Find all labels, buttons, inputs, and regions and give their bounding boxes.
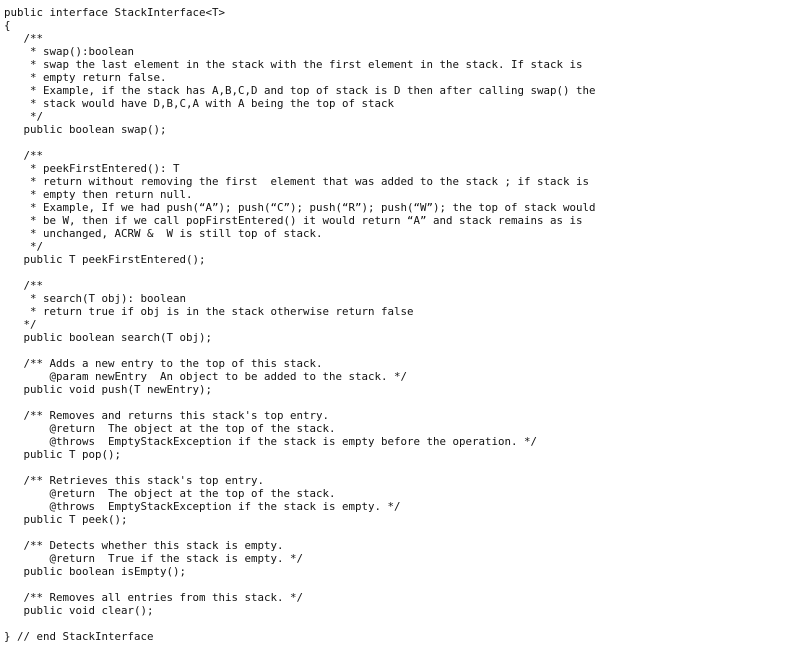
code-line: * swap the last element in the stack with the first element in the stack. If stack is [4,58,583,71]
code-line: @throws EmptyStackException if the stack is empty before the operation. */ [4,435,538,448]
code-line: } // end StackInterface [4,630,154,643]
code-line: public T peek(); [4,513,128,526]
code-line: /** Detects whether this stack is empty. [4,539,284,552]
code-line: * be W, then if we call popFirstEntered() it would return “A” and stack remains as is [4,214,583,227]
code-line [4,461,596,474]
code-line: public void clear(); [4,604,154,617]
code-line: public boolean swap(); [4,123,167,136]
code-line: /** Retrieves this stack's top entry. [4,474,265,487]
code-line: * unchanged, ACRW & W is still top of stack. [4,227,323,240]
code-line: * search(T obj): boolean [4,292,187,305]
code-line [4,344,596,357]
code-line [4,266,596,279]
code-line: * swap():boolean [4,45,135,58]
code-line: @return True if the stack is empty. */ [4,552,304,565]
code-line: public boolean isEmpty(); [4,565,187,578]
code-line: @return The object at the top of the stack. [4,422,336,435]
code-line: /** Removes and returns this stack's top entry. [4,409,330,422]
code-line: @throws EmptyStackException if the stack is empty. */ [4,500,401,513]
code-line: /** [4,279,44,292]
code-line [4,136,596,149]
code-line: * Example, If we had push(“A”); push(“C”); push(“R”); push(“W”); the top of stack would [4,201,596,214]
code-line: * return without removing the first element that was added to the stack ; if stack is [4,175,590,188]
code-line: /** [4,149,44,162]
code-line: * stack would have D,B,C,A with A being the top of stack [4,97,395,110]
code-line: * return true if obj is in the stack otherwise return false [4,305,414,318]
code-line: /** [4,32,44,45]
code-line: */ [4,318,37,331]
code-listing [4,6,596,643]
code-line: * peekFirstEntered(): T [4,162,180,175]
code-line: public void push(T newEntry); [4,383,213,396]
code-line: public boolean search(T obj); [4,331,213,344]
code-line: public T pop(); [4,448,122,461]
code-line [4,526,596,539]
code-line: @return The object at the top of the stack. [4,487,336,500]
code-line: * empty return false. [4,71,167,84]
code-line: */ [4,110,44,123]
code-line: */ [4,240,44,253]
code-line: public T peekFirstEntered(); [4,253,206,266]
code-line: { [4,19,11,32]
code-line [4,617,596,630]
code-line: * Example, if the stack has A,B,C,D and top of stack is D then after calling swap() the [4,84,596,97]
code-line: public interface StackInterface<T> [4,6,226,19]
code-line: /** Removes all entries from this stack. */ [4,591,304,604]
code-line: * empty then return null. [4,188,193,201]
code-line [4,396,596,409]
code-line: @param newEntry An object to be added to the stack. */ [4,370,408,383]
code-line [4,578,596,591]
code-line: /** Adds a new entry to the top of this stack. [4,357,323,370]
